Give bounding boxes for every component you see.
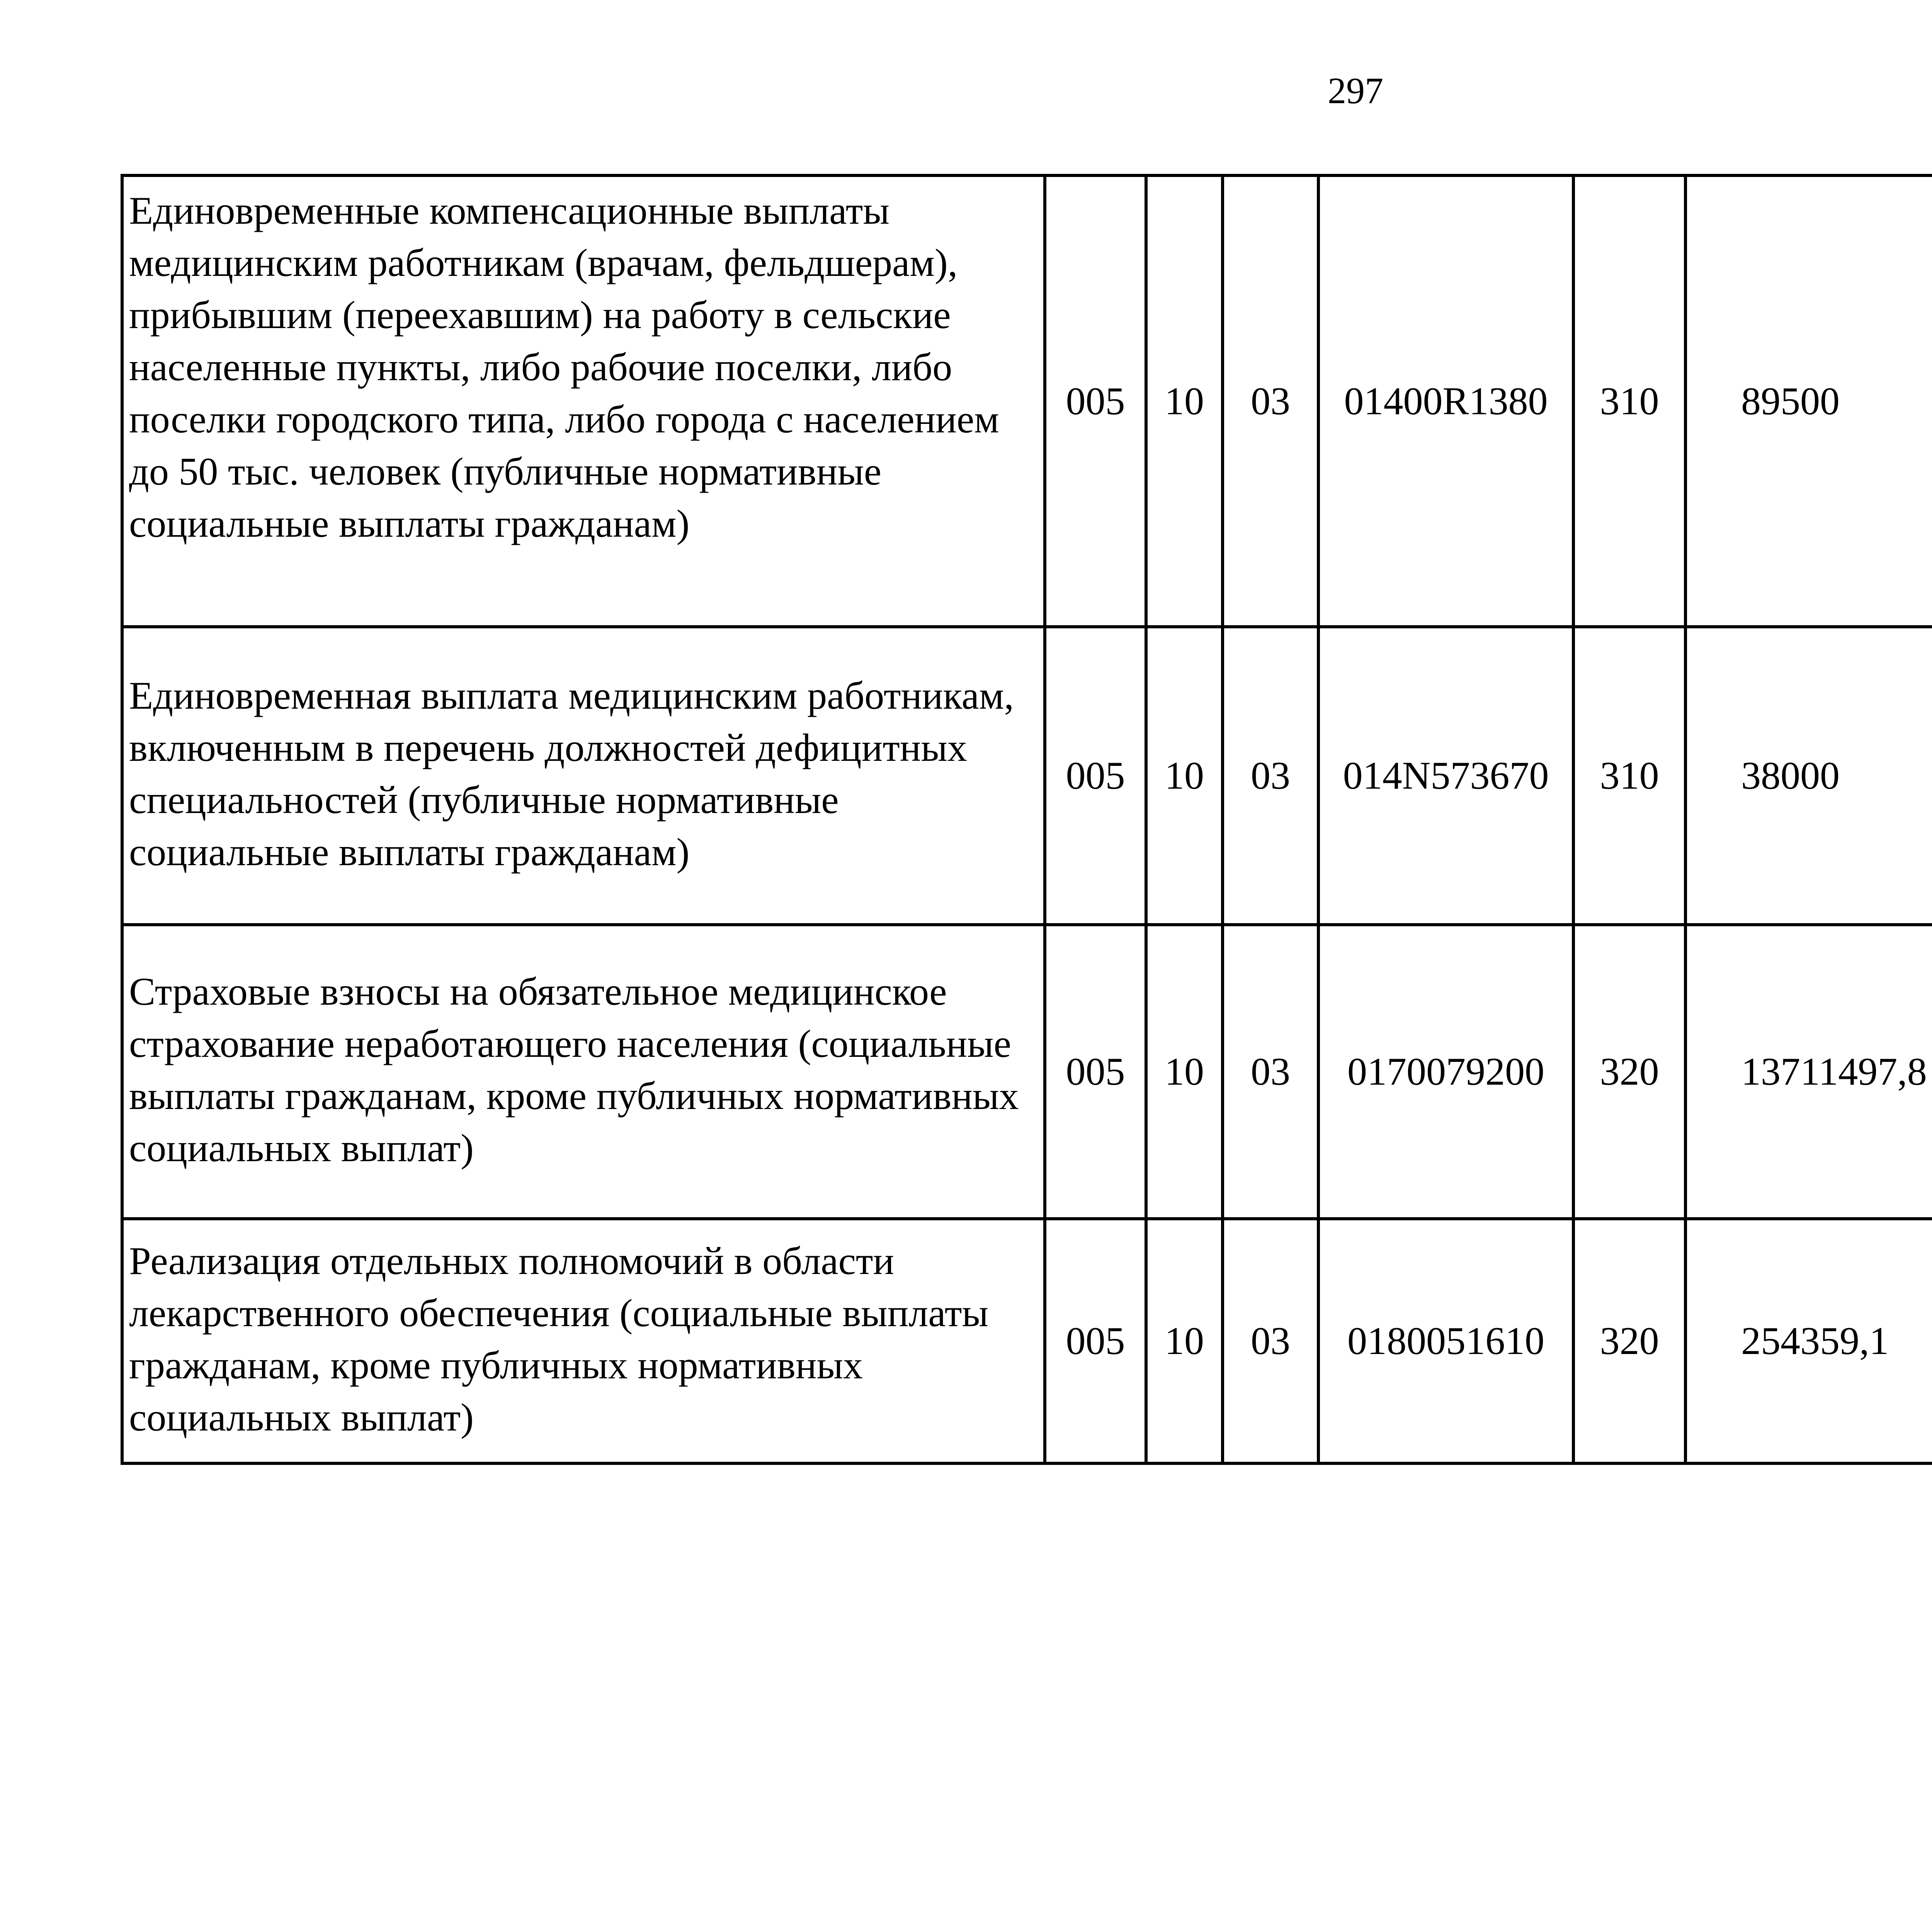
- amount-year-1: 13711497,8: [1685, 925, 1932, 1219]
- ministry-code: 005: [1045, 627, 1146, 925]
- subsection-code: 03: [1223, 627, 1318, 925]
- expense-type-code: 320: [1573, 925, 1685, 1219]
- budget-table: [121, 174, 1932, 1465]
- table-row: [122, 175, 1932, 627]
- section-code: 10: [1146, 175, 1223, 627]
- row-description: Единовременные компенсационные выплаты медицинским работникам (врачам, фельдшерам), прибывшим (переехавшим) на работу в сельские населенные пункты, либо рабочие поселки, либо поселки городского типа, либо города с населением до 50 тыс. человек (публичные нормативные социальные выплаты гражданам): [122, 175, 1045, 627]
- amount-year-1: 89500: [1685, 175, 1932, 627]
- table-row: [122, 925, 1932, 1219]
- section-code: 10: [1146, 1219, 1223, 1463]
- target-article-code: 0180051610: [1318, 1219, 1573, 1463]
- ministry-code: 005: [1045, 175, 1146, 627]
- target-article-code: 01400R1380: [1318, 175, 1573, 627]
- row-description: Страховые взносы на обязательное медицинское страхование неработающего населения (социальные выплаты гражданам, кроме публичных нормативных социальных выплат): [122, 925, 1045, 1219]
- target-article-code: 014N573670: [1318, 627, 1573, 925]
- section-code: 10: [1146, 925, 1223, 1219]
- subsection-code: 03: [1223, 1219, 1318, 1463]
- expense-type-code: 320: [1573, 1219, 1685, 1463]
- ministry-code: 005: [1045, 1219, 1146, 1463]
- section-code: 10: [1146, 627, 1223, 925]
- subsection-code: 03: [1223, 925, 1318, 1219]
- amount-year-1: 254359,1: [1685, 1219, 1932, 1463]
- target-article-code: 0170079200: [1318, 925, 1573, 1219]
- expense-type-code: 310: [1573, 627, 1685, 925]
- subsection-code: 03: [1223, 175, 1318, 627]
- page-number: 297: [1328, 70, 1383, 111]
- row-description: Реализация отдельных полномочий в области лекарственного обеспечения (социальные выплаты гражданам, кроме публичных нормативных социальных выплат): [122, 1219, 1045, 1463]
- table-row: [122, 627, 1932, 925]
- table-row: [122, 1219, 1932, 1463]
- expense-type-code: 310: [1573, 175, 1685, 627]
- row-description: Единовременная выплата медицинским работникам, включенным в перечень должностей дефицитных специальностей (публичные нормативные социальные выплаты гражданам): [122, 627, 1045, 925]
- amount-year-1: 38000: [1685, 627, 1932, 925]
- ministry-code: 005: [1045, 925, 1146, 1219]
